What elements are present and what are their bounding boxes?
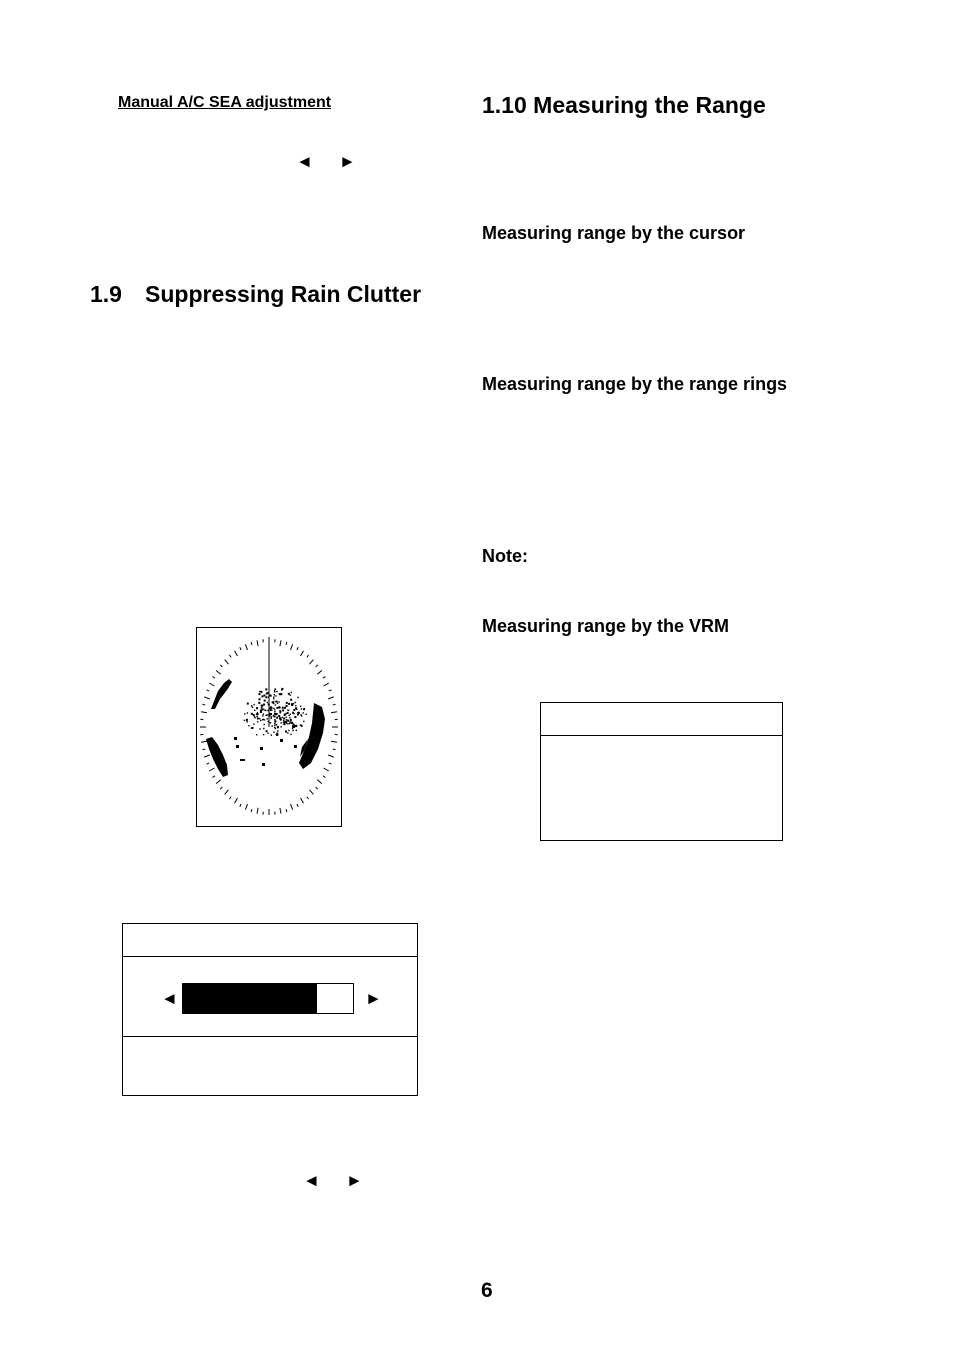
right-arrow-key-icon: ► bbox=[339, 152, 356, 171]
rain-level-bar[interactable] bbox=[182, 983, 354, 1014]
subheading-range-rings: Measuring range by the range rings bbox=[482, 374, 788, 394]
section-number-1-9: 1.9 bbox=[90, 281, 122, 307]
radar-display-illustration bbox=[196, 627, 343, 828]
left-arrow-key-icon: ◄ bbox=[303, 1171, 320, 1190]
rain-level-fill bbox=[183, 984, 317, 1013]
divider bbox=[541, 735, 782, 736]
page-number: 6 bbox=[481, 1279, 493, 1302]
vrm-display-box bbox=[540, 702, 783, 841]
section-title-rain-clutter: Suppressing Rain Clutter bbox=[145, 281, 422, 307]
manual-ac-sea-heading: Manual A/C SEA adjustment bbox=[118, 94, 332, 111]
decrease-arrow-icon[interactable]: ◄ bbox=[161, 989, 178, 1008]
left-arrow-key-icon: ◄ bbox=[296, 152, 313, 171]
subheading-cursor: Measuring range by the cursor bbox=[482, 223, 746, 243]
note-label: Note: bbox=[482, 546, 528, 566]
rain-control-box bbox=[122, 923, 418, 1096]
increase-arrow-icon[interactable]: ► bbox=[365, 989, 382, 1008]
section-title-measuring-range: 1.10 Measuring the Range bbox=[482, 92, 766, 118]
right-arrow-key-icon: ► bbox=[346, 1171, 363, 1190]
divider bbox=[123, 1036, 417, 1037]
subheading-vrm: Measuring range by the VRM bbox=[482, 616, 730, 636]
divider bbox=[123, 956, 417, 957]
